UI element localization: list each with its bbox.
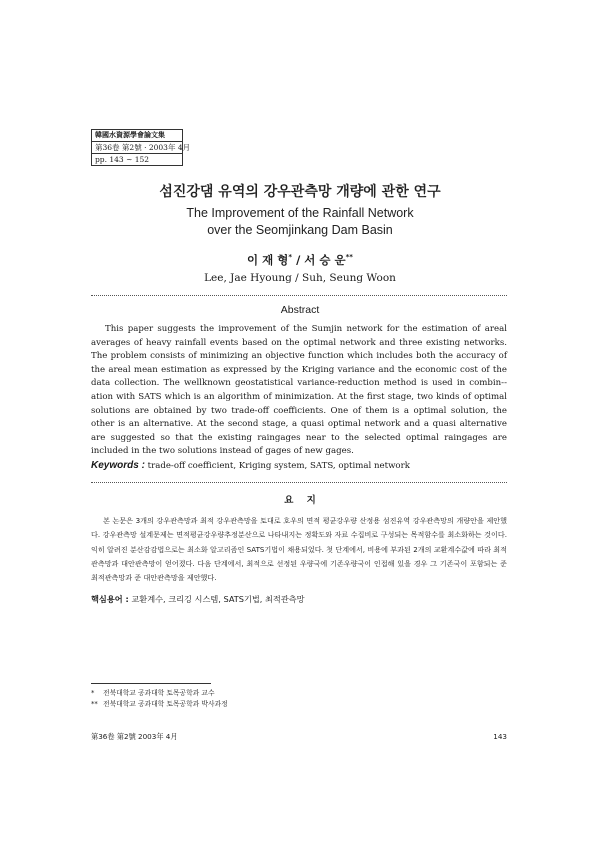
footer-issue: 第36卷 第2號 2003年 4月 (91, 732, 178, 741)
author1-mark: * (288, 253, 293, 262)
title-english (0, 205, 600, 239)
footnote-text: 전북대학교 공과대학 토목공학과 교수 (103, 689, 215, 697)
title-english-line1: The Improvement of the Rainfall Network (186, 206, 414, 220)
keywords-korean-label: 핵심용어 : (91, 594, 129, 604)
summary-body (91, 514, 507, 585)
journal-pages: pp. 143 ~ 152 (95, 155, 150, 164)
authors-english: Lee, Jae Hyoung / Suh, Seung Woon (204, 272, 396, 284)
summary-heading: 요 지 (284, 495, 316, 506)
author1-name: 이 재 형 (247, 253, 289, 267)
footnote-item (91, 688, 228, 699)
footnote-item (91, 699, 228, 710)
keywords-korean-line (91, 594, 507, 605)
author2-name: 서 승 운 (304, 253, 346, 267)
author-separator: / (292, 253, 305, 267)
keywords-text: trade-off coefficient, Kriging system, SATS, optimal network (147, 461, 410, 471)
footnotes (91, 688, 228, 710)
page-number: 143 (493, 732, 507, 741)
keywords-label: Keywords : (91, 460, 145, 471)
authors-korean (0, 252, 600, 268)
footnote-text: 전북대학교 공과대학 토목공학과 박사과정 (103, 700, 228, 708)
abstract-heading: Abstract (280, 304, 320, 316)
footnote-mark: ** (91, 700, 98, 708)
journal-volume: 第36卷 第2號 · 2003年 4月 (92, 142, 182, 154)
summary-text: 본 논문은 3개의 강우관측망과 최적 강우관측망을 토대로 호우의 면적 평균강우량 산정용 섬진유역 강우관측망의 개량안을 제안했다. 강우관측망 설계문제는 면적평균강우량추정분산으로 나타내지는 정확도와 자료 수집비로 구성되는 목적함수를 최소화하는 것이다. 익히 알려진 분산감감법으로는 최소화 알고리즘인 SATS기법이 채용되었다. 첫 단계에서, 비용에 부과된 2개의 교환계수값에 따라 최적 관측망과 대안관측망이 얻어졌다. 다음 단계에서, 최적으로 선정된 우량국에 기존우량국이 인접해 있을 경우 그 기존국이 포함되는 준 최적관측망과 준 대안관측망을 제안했다. (91, 516, 507, 583)
title-english-line2: over the Seomjinkang Dam Basin (207, 223, 393, 237)
title-korean: 섬진강댐 유역의 강우관측망 개량에 관한 연구 (159, 184, 441, 200)
keywords-line (91, 460, 507, 471)
page-footer (91, 732, 507, 742)
author2-mark: ** (345, 253, 353, 262)
divider-middle (91, 482, 507, 483)
divider-top (91, 295, 507, 296)
abstract-text: This paper suggests the improvement of the Sumjin network for the estimation of areal averages of heavy rainfall events based on the optimal network and three existing networks. The problem consists of minimizing an objective function which includes both the accuracy of the areal mean estimation as expressed by the Kriging variance and the economic cost of the data collection. The wellknown geostatistical variance-reduction method is used in combin-- ation with SATS which is an algorithm of minimization. At the first stage, two kinds of optimal solutions are obtained by two trade-off coefficients. One of them is a optimal solution, the other is an alternative. At the second stage, a quasi optimal network and a quasi alternative are suggested so that the existing raingages near to the selected optimal raingages are included in the two solutions instead of gages of new gages. (91, 324, 507, 457)
footnote-divider (91, 683, 211, 684)
keywords-korean-text: 교환계수, 크리깅 시스템, SATS기법, 최적관측망 (131, 594, 305, 604)
journal-info-box (91, 129, 191, 166)
footnote-mark: * (91, 689, 95, 697)
abstract-body (91, 323, 507, 459)
journal-name: 韓國水資源學會論文集 (92, 130, 182, 142)
